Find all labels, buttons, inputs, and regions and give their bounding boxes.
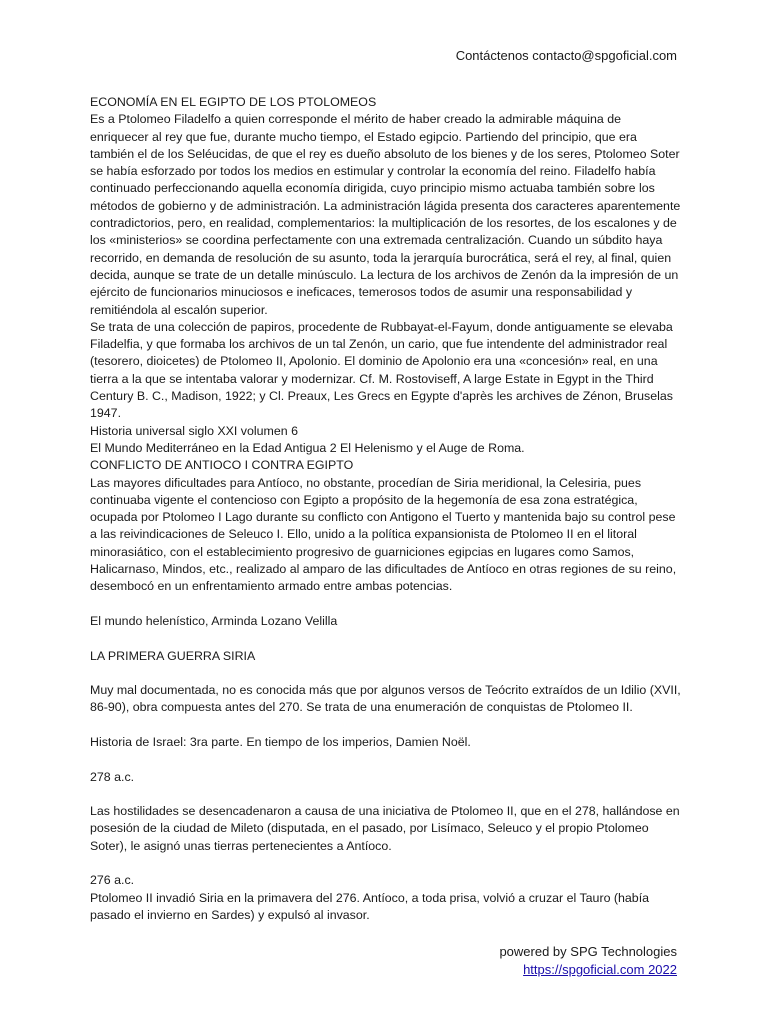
date-276: 276 a.c. [90,873,135,888]
footer-powered-by: powered by SPG Technologies [499,944,677,959]
paragraph-papiros: Se trata de una colección de papiros, procedente de Rubbayat-el-Fayum, donde antiguamente se elevaba Filadelfia, y que formaba los archivos de un tal Zenón, un cario, que fue intendente del administrador real (tesorero, dioicetes) de Ptolomeo II, Apolonio. El dominio de Apolonio era una «concesión» real, en una tierra a la que se intentaba valorar y modernizar. Cf. M. Rostoviseff, A large Estate in Egypt in the Third Century B. C., Madison, 1922; y Cl. Preaux, Les Grecs en Egypte d'après les archives de Zénon, Bruselas 1947. [90,319,673,421]
footer [499,943,677,979]
heading-primera-guerra-siria: LA PRIMERA GUERRA SIRIA [90,648,256,663]
source-mundo-mediterraneo: El Mundo Mediterráneo en la Edad Antigua 2 El Helenismo y el Auge de Roma. [90,440,525,455]
date-278: 278 a.c. [90,769,135,784]
source-historia-universal: Historia universal siglo XXI volumen 6 [90,423,298,438]
paragraph-hostilidades: Las hostilidades se desencadenaron a causa de una iniciativa de Ptolomeo II, que en el 278, hallándose en posesión de la ciudad de Mileto (disputada, en el pasado, por Lisímaco, Seleuco y el propio Ptolomeo Soter), le asignó unas tierras pertenecientes a Antíoco. [90,804,680,853]
footer-link[interactable]: https://spgoficial.com 2022 [523,962,677,977]
heading-conflicto-antioco: CONFLICTO DE ANTIOCO I CONTRA EGIPTO [90,458,354,473]
paragraph-dificultades: Las mayores dificultades para Antíoco, no obstante, procedían de Siria meridional, la Celesiria, pues continuaba vigente el contencioso con Egipto a propósito de la hegemonía de esa zona estratégica, ocupada por Ptolomeo I Lago durante su conflicto con Antigono el Tuerto y mantenida bajo su control pese a las reivindicaciones de Seleuco I. Ello, unido a la política expansionista de Ptolomeo II en el litoral minorasiático, con el establecimiento progresivo de guarniciones egipcias en lugares como Samos, Halicarnaso, Mindos, etc., realizado al amparo de las dificultades de Antíoco en otras regiones de su reino, desembocó en un enfrentamiento armado entre ambas potencias. [90,475,677,594]
paragraph-teocrito: Muy mal documentada, no es conocida más que por algunos versos de Teócrito extraídos de un Idilio (XVII, 86-90), obra compuesta antes del 270. Se trata de una enumeración de conquistas de Ptolomeo II. [90,683,681,715]
document-body [90,94,682,924]
paragraph-invasion-siria: Ptolomeo II invadió Siria en la primavera del 276. Antíoco, a toda prisa, volvió a cruzar el Tauro (había pasado el invierno en Sardes) y expulsó al invasor. [90,890,650,922]
source-mundo-helenistico: El mundo helenístico, Arminda Lozano Velilla [90,613,338,628]
source-historia-israel: Historia de Israel: 3ra parte. En tiempo de los imperios, Damien Noël. [90,734,471,749]
header-contact: Contáctenos contacto@spgoficial.com [455,48,677,63]
heading-economia: ECONOMÍA EN EL EGIPTO DE LOS PTOLOMEOS [90,95,377,109]
paragraph-filadelfo: Es a Ptolomeo Filadelfo a quien corresponde el mérito de haber creado la admirable máquina de enriquecer al rey que fue, durante mucho tiempo, el Estado egipcio. Partiendo del principio, que era también el de los Seléucidas, de que el rey es dueño absoluto de los bienes y de los seres, Ptolomeo Soter se había esforzado por todos los medios en estimular y controlar la economía del reino. Filadelfo había continuado perfeccionando aquella economía dirigida, cuyo principio mismo actuaba también sobre los métodos de gobierno y de administración. La administración lágida presenta dos caracteres aparentemente contradictorios, pero, en realidad, complementarios: la multiplicación de los resortes, de los escalones y de los «ministerios» se coordina perfectamente con una extremada centralización. Cuando un súbdito haya recorrido, en demanda de resolución de su asunto, toda la jerarquía burocrática, será el rey, al final, quien decida, aunque se trate de un detalle minúsculo. La lectura de los archivos de Zenón da la impresión de un ejército de funcionarios minuciosos e ineficaces, temerosos todos de asumir una responsabilidad y remitiéndola al escalón superior. [90,112,681,317]
